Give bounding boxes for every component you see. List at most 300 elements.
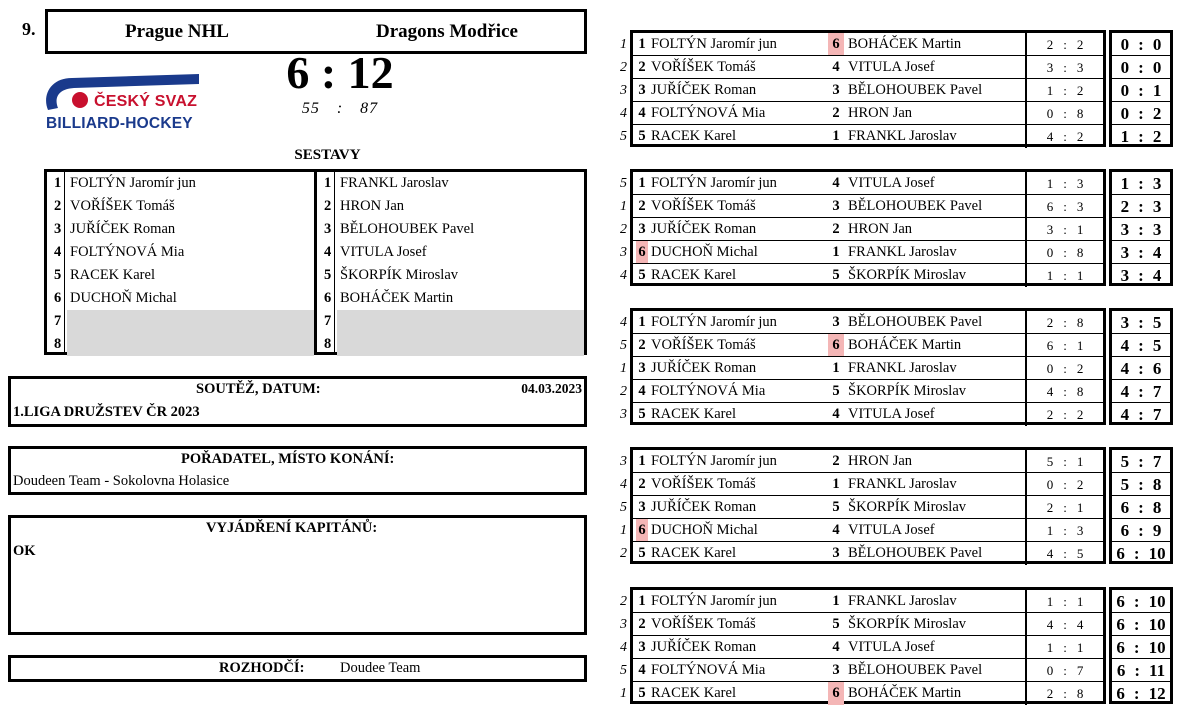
captains-label: VYJÁDŘENÍ KAPITÁNŮ: xyxy=(206,520,378,536)
running-home: 6 xyxy=(1116,544,1125,563)
player-number: 8 xyxy=(324,336,332,352)
home-player-name: VOŘÍŠEK Tomáš xyxy=(651,337,756,353)
running-away: 4 xyxy=(1152,243,1162,262)
competition-name: 1.LIGA DRUŽSTEV ČR 2023 xyxy=(13,404,200,420)
running-separator: : xyxy=(1138,405,1144,424)
home-goals: 2 xyxy=(1046,315,1054,330)
home-player-name: DUCHOŇ Michal xyxy=(651,522,758,538)
goals-separator: : xyxy=(1063,245,1067,260)
player-number: 3 xyxy=(324,221,332,237)
running-separator: : xyxy=(1134,661,1141,680)
running-score-table xyxy=(1109,447,1173,564)
away-goals: 1 xyxy=(1076,454,1084,469)
home-player-number: 3 xyxy=(638,639,646,655)
final-score: 6 : 12 xyxy=(286,47,394,98)
player-number: 2 xyxy=(324,198,332,214)
lineup-row xyxy=(317,195,584,218)
home-player-name: RACEK Karel xyxy=(651,685,736,701)
game-order: 2 xyxy=(620,594,627,609)
running-score xyxy=(1112,659,1170,682)
game-order: 3 xyxy=(620,407,627,422)
game-goals xyxy=(1025,613,1103,636)
away-player-name: ŠKORPÍK Miroslav xyxy=(848,616,967,632)
running-away: 12 xyxy=(1148,684,1166,703)
running-home: 3 xyxy=(1120,243,1130,262)
empty-slot xyxy=(337,310,584,333)
game-goals xyxy=(1025,172,1103,195)
running-away: 5 xyxy=(1152,313,1162,332)
running-score xyxy=(1112,172,1170,195)
running-score-table xyxy=(1109,308,1173,425)
running-away: 7 xyxy=(1152,405,1162,424)
order-column xyxy=(617,447,630,564)
game-row xyxy=(633,542,1103,565)
game-row xyxy=(633,682,1103,705)
game-row xyxy=(633,125,1103,148)
home-goals: 1 xyxy=(1046,268,1054,283)
game-row xyxy=(633,380,1103,403)
home-player-number: 3 xyxy=(638,82,646,98)
referee-box xyxy=(8,655,587,682)
game-row xyxy=(633,519,1103,542)
running-away: 6 xyxy=(1152,359,1162,378)
running-away: 3 xyxy=(1152,220,1162,239)
lineup-row xyxy=(317,218,584,241)
home-player-number: 5 xyxy=(638,267,646,283)
round-block xyxy=(617,587,1173,704)
running-home: 2 xyxy=(1120,197,1130,216)
lineup-row xyxy=(317,172,584,195)
away-player-name: VITULA Josef xyxy=(848,406,935,422)
player-name: BOHÁČEK Martin xyxy=(340,290,454,306)
player-name: DUCHOŇ Michal xyxy=(70,290,177,306)
away-player-name: ŠKORPÍK Miroslav xyxy=(848,499,967,515)
running-home: 0 xyxy=(1120,35,1130,54)
goals-separator: : xyxy=(1063,199,1067,214)
home-player-name: JUŘÍČEK Roman xyxy=(651,360,757,376)
organizer-label: POŘADATEL, MÍSTO KONÁNÍ: xyxy=(181,451,395,467)
player-number: 8 xyxy=(54,336,62,352)
frames-home: 55 xyxy=(301,100,320,117)
away-goals: 7 xyxy=(1076,663,1084,678)
away-goals: 2 xyxy=(1076,407,1084,422)
running-score-table xyxy=(1109,587,1173,704)
goals-separator: : xyxy=(1063,83,1067,98)
away-player-name: VITULA Josef xyxy=(848,59,935,75)
home-player-name: FOLTÝNOVÁ Mia xyxy=(651,105,766,121)
game-order: 2 xyxy=(620,546,627,561)
game-order: 4 xyxy=(620,640,627,655)
running-away: 0 xyxy=(1152,58,1162,77)
home-player-number: 4 xyxy=(638,662,646,678)
game-goals xyxy=(1025,218,1103,241)
running-separator: : xyxy=(1138,35,1144,54)
away-player-number: 5 xyxy=(832,616,840,632)
home-player-name: FOLTÝN Jaromír jun xyxy=(651,175,777,191)
away-player-name: BĚLOHOUBEK Pavel xyxy=(848,198,983,214)
away-player-number: 4 xyxy=(832,59,840,75)
away-goals: 8 xyxy=(1076,245,1084,260)
game-row xyxy=(633,590,1103,613)
organizer-value: Doudeen Team - Sokolovna Holasice xyxy=(13,473,230,489)
lineup-row xyxy=(317,241,584,264)
away-goals: 2 xyxy=(1076,477,1084,492)
running-score xyxy=(1112,682,1170,705)
home-lineup xyxy=(44,169,317,355)
running-score xyxy=(1112,218,1170,241)
goals-separator: : xyxy=(1063,106,1067,121)
away-player-number: 3 xyxy=(832,314,840,330)
running-home: 4 xyxy=(1120,405,1130,424)
games-table xyxy=(630,447,1106,564)
home-player-name: FOLTÝN Jaromír jun xyxy=(651,36,777,52)
running-home: 4 xyxy=(1120,359,1130,378)
game-goals xyxy=(1025,79,1103,102)
game-goals xyxy=(1025,334,1103,357)
away-goals: 2 xyxy=(1076,129,1084,144)
player-name: VOŘÍŠEK Tomáš xyxy=(70,198,175,214)
game-order: 1 xyxy=(620,686,627,701)
away-team-name: Dragons Modřice xyxy=(376,21,518,42)
competition-box xyxy=(8,376,587,427)
home-goals: 0 xyxy=(1046,477,1054,492)
home-player-name: RACEK Karel xyxy=(651,267,736,283)
game-row xyxy=(633,496,1103,519)
home-player-number: 3 xyxy=(638,499,646,515)
away-goals: 1 xyxy=(1076,222,1084,237)
away-player-name: FRANKL Jaroslav xyxy=(848,476,957,492)
home-goals: 0 xyxy=(1046,361,1054,376)
away-goals: 3 xyxy=(1076,60,1084,75)
away-player-number: 3 xyxy=(832,545,840,561)
player-number: 1 xyxy=(324,175,332,191)
running-home: 0 xyxy=(1120,104,1130,123)
player-number: 4 xyxy=(54,244,62,260)
player-number: 6 xyxy=(324,290,332,306)
game-goals xyxy=(1025,357,1103,380)
home-goals: 3 xyxy=(1046,60,1054,75)
lineup-row xyxy=(47,264,314,287)
empty-slot xyxy=(67,333,314,356)
game-order: 2 xyxy=(620,384,627,399)
lineup-row xyxy=(47,218,314,241)
running-separator: : xyxy=(1138,336,1144,355)
order-column xyxy=(617,587,630,704)
home-player-number: 1 xyxy=(638,175,646,191)
running-score xyxy=(1112,519,1170,542)
game-goals xyxy=(1025,496,1103,519)
lineup-row xyxy=(47,195,314,218)
game-goals xyxy=(1025,102,1103,125)
captains-value: OK xyxy=(13,543,36,559)
match-number: 9. xyxy=(22,19,36,39)
game-order: 1 xyxy=(620,37,627,52)
home-player-number: 4 xyxy=(638,105,646,121)
home-goals: 1 xyxy=(1046,83,1054,98)
game-row xyxy=(633,334,1103,357)
lineup-row xyxy=(317,287,584,310)
away-player-number: 5 xyxy=(832,499,840,515)
home-goals: 1 xyxy=(1046,640,1054,655)
home-goals: 6 xyxy=(1046,199,1054,214)
game-goals xyxy=(1025,590,1103,613)
game-order: 4 xyxy=(620,315,627,330)
running-separator: : xyxy=(1138,266,1144,285)
away-player-number: 1 xyxy=(832,593,840,609)
game-order: 3 xyxy=(620,83,627,98)
home-player-number: 5 xyxy=(638,128,646,144)
game-row xyxy=(633,241,1103,264)
lineups-title: SESTAVY xyxy=(294,147,361,163)
game-row xyxy=(633,613,1103,636)
home-goals: 2 xyxy=(1046,500,1054,515)
running-away: 10 xyxy=(1148,544,1166,563)
game-row xyxy=(633,264,1103,287)
away-player-number: 1 xyxy=(832,244,840,260)
goals-separator: : xyxy=(1063,686,1067,701)
goals-separator: : xyxy=(1063,222,1067,237)
running-separator: : xyxy=(1138,498,1144,517)
running-away: 2 xyxy=(1152,104,1162,123)
running-score xyxy=(1112,636,1170,659)
away-player-number: 4 xyxy=(832,406,840,422)
game-row xyxy=(633,195,1103,218)
logo-line2: BILLIARD-HOCKEY xyxy=(46,115,193,132)
round-block xyxy=(617,30,1173,147)
home-goals: 2 xyxy=(1046,407,1054,422)
running-home: 6 xyxy=(1116,638,1125,657)
running-away: 11 xyxy=(1149,661,1166,680)
running-away: 8 xyxy=(1152,498,1162,517)
player-name: BĚLOHOUBEK Pavel xyxy=(340,221,475,237)
player-number: 6 xyxy=(54,290,62,306)
goals-separator: : xyxy=(1063,129,1067,144)
game-row xyxy=(633,79,1103,102)
game-order: 5 xyxy=(620,338,627,353)
running-home: 0 xyxy=(1120,81,1130,100)
running-away: 0 xyxy=(1152,35,1162,54)
home-player-name: JUŘÍČEK Roman xyxy=(651,639,757,655)
away-goals: 1 xyxy=(1076,268,1084,283)
away-player-name: BĚLOHOUBEK Pavel xyxy=(848,82,983,98)
home-player-number: 1 xyxy=(638,453,646,469)
game-order: 5 xyxy=(620,176,627,191)
running-away: 2 xyxy=(1152,127,1162,146)
home-player-name: RACEK Karel xyxy=(651,545,736,561)
game-goals xyxy=(1025,682,1103,705)
games-table xyxy=(630,169,1106,286)
home-player-number: 3 xyxy=(638,360,646,376)
running-score xyxy=(1112,125,1170,148)
game-row xyxy=(633,659,1103,682)
games-table xyxy=(630,308,1106,425)
game-row xyxy=(633,636,1103,659)
lineup-row xyxy=(47,333,314,356)
running-score xyxy=(1112,613,1170,636)
player-name: FRANKL Jaroslav xyxy=(340,175,449,191)
player-number: 5 xyxy=(54,267,62,283)
away-player-number: 6 xyxy=(828,682,844,705)
captains-box xyxy=(8,515,587,635)
away-goals: 8 xyxy=(1076,315,1084,330)
away-player-number: 2 xyxy=(832,221,840,237)
goals-separator: : xyxy=(1063,523,1067,538)
game-goals xyxy=(1025,636,1103,659)
goals-separator: : xyxy=(1063,617,1067,632)
away-goals: 5 xyxy=(1076,546,1084,561)
running-score xyxy=(1112,473,1170,496)
away-player-name: VITULA Josef xyxy=(848,175,935,191)
away-player-number: 3 xyxy=(832,198,840,214)
running-score xyxy=(1112,380,1170,403)
game-goals xyxy=(1025,380,1103,403)
running-away: 9 xyxy=(1152,521,1162,540)
away-player-number: 1 xyxy=(832,476,840,492)
home-player-name: RACEK Karel xyxy=(651,406,736,422)
home-player-number: 2 xyxy=(638,616,646,632)
running-home: 6 xyxy=(1116,592,1125,611)
lineup-row xyxy=(317,310,584,333)
away-goals: 3 xyxy=(1076,199,1084,214)
running-home: 0 xyxy=(1120,58,1130,77)
running-score xyxy=(1112,403,1170,426)
federation-logo xyxy=(44,70,204,136)
running-score xyxy=(1112,79,1170,102)
player-name: JUŘÍČEK Roman xyxy=(70,221,176,237)
game-goals xyxy=(1025,519,1103,542)
lineup-row xyxy=(47,287,314,310)
running-away: 10 xyxy=(1148,592,1166,611)
game-goals xyxy=(1025,241,1103,264)
home-player-number: 5 xyxy=(638,685,646,701)
home-goals: 4 xyxy=(1046,129,1054,144)
goals-separator: : xyxy=(1063,663,1067,678)
round-block xyxy=(617,447,1173,564)
game-goals xyxy=(1025,33,1103,56)
game-order: 1 xyxy=(620,361,627,376)
running-separator: : xyxy=(1138,174,1144,193)
running-score-table xyxy=(1109,169,1173,286)
home-goals: 6 xyxy=(1046,338,1054,353)
away-player-number: 1 xyxy=(832,128,840,144)
home-player-name: JUŘÍČEK Roman xyxy=(651,499,757,515)
game-row xyxy=(633,102,1103,125)
home-player-number: 1 xyxy=(638,314,646,330)
away-player-number: 5 xyxy=(832,383,840,399)
running-home: 3 xyxy=(1120,313,1130,332)
running-away: 8 xyxy=(1152,475,1162,494)
lineup-row xyxy=(317,333,584,356)
away-player-name: ŠKORPÍK Miroslav xyxy=(848,267,967,283)
running-score xyxy=(1112,195,1170,218)
running-separator: : xyxy=(1138,359,1144,378)
home-player-number: 6 xyxy=(636,519,648,542)
game-order: 1 xyxy=(620,523,627,538)
running-separator: : xyxy=(1138,197,1144,216)
home-goals: 2 xyxy=(1046,686,1054,701)
home-goals: 0 xyxy=(1046,245,1054,260)
away-goals: 1 xyxy=(1076,338,1084,353)
lineup-row xyxy=(47,241,314,264)
goals-separator: : xyxy=(1063,500,1067,515)
organizer-box xyxy=(8,446,587,495)
running-score xyxy=(1112,496,1170,519)
home-player-number: 3 xyxy=(638,221,646,237)
referee-value: Doudee Team xyxy=(340,660,421,676)
competition-label: SOUTĚŽ, DATUM: xyxy=(196,381,321,397)
home-goals: 4 xyxy=(1046,546,1054,561)
goals-separator: : xyxy=(1063,361,1067,376)
goals-separator: : xyxy=(1063,176,1067,191)
lineup-row xyxy=(47,310,314,333)
running-separator: : xyxy=(1138,313,1144,332)
empty-slot xyxy=(337,333,584,356)
game-row xyxy=(633,33,1103,56)
home-player-name: FOLTÝN Jaromír jun xyxy=(651,593,777,609)
round-block xyxy=(617,169,1173,286)
running-away: 5 xyxy=(1152,336,1162,355)
game-order: 4 xyxy=(620,268,627,283)
game-goals xyxy=(1025,403,1103,426)
logo-line1: ČESKÝ SVAZ xyxy=(94,93,198,110)
away-goals: 1 xyxy=(1076,500,1084,515)
game-order: 5 xyxy=(620,129,627,144)
game-order: 4 xyxy=(620,106,627,121)
away-player-name: FRANKL Jaroslav xyxy=(848,593,957,609)
away-player-name: HRON Jan xyxy=(848,105,913,121)
player-number: 2 xyxy=(54,198,62,214)
running-home: 3 xyxy=(1120,266,1130,285)
round-block xyxy=(617,308,1173,425)
running-separator: : xyxy=(1138,452,1144,471)
running-score xyxy=(1112,102,1170,125)
running-home: 1 xyxy=(1120,174,1130,193)
game-order: 1 xyxy=(620,199,627,214)
running-separator: : xyxy=(1133,592,1140,611)
game-order: 4 xyxy=(620,477,627,492)
home-player-number: 5 xyxy=(638,545,646,561)
running-home: 4 xyxy=(1120,382,1130,401)
game-row xyxy=(633,172,1103,195)
game-goals xyxy=(1025,311,1103,334)
order-column xyxy=(617,30,630,147)
goals-separator: : xyxy=(1063,37,1067,52)
running-away: 7 xyxy=(1152,452,1162,471)
running-score xyxy=(1112,241,1170,264)
away-player-number: 6 xyxy=(828,33,844,56)
home-goals: 3 xyxy=(1046,222,1054,237)
game-row xyxy=(633,450,1103,473)
away-player-name: HRON Jan xyxy=(848,221,913,237)
away-player-name: BOHÁČEK Martin xyxy=(848,685,962,701)
away-player-name: ŠKORPÍK Miroslav xyxy=(848,383,967,399)
home-goals: 1 xyxy=(1046,523,1054,538)
home-player-number: 5 xyxy=(638,406,646,422)
running-score xyxy=(1112,334,1170,357)
game-goals xyxy=(1025,473,1103,496)
away-player-name: BOHÁČEK Martin xyxy=(848,36,962,52)
running-score xyxy=(1112,357,1170,380)
games-table xyxy=(630,30,1106,147)
game-goals xyxy=(1025,264,1103,287)
number-divider xyxy=(334,172,335,352)
goals-separator: : xyxy=(1063,546,1067,561)
frames-away: 87 xyxy=(360,100,379,117)
running-separator: : xyxy=(1138,382,1144,401)
home-goals: 5 xyxy=(1046,454,1054,469)
away-player-name: FRANKL Jaroslav xyxy=(848,128,957,144)
away-player-name: BĚLOHOUBEK Pavel xyxy=(848,314,983,330)
